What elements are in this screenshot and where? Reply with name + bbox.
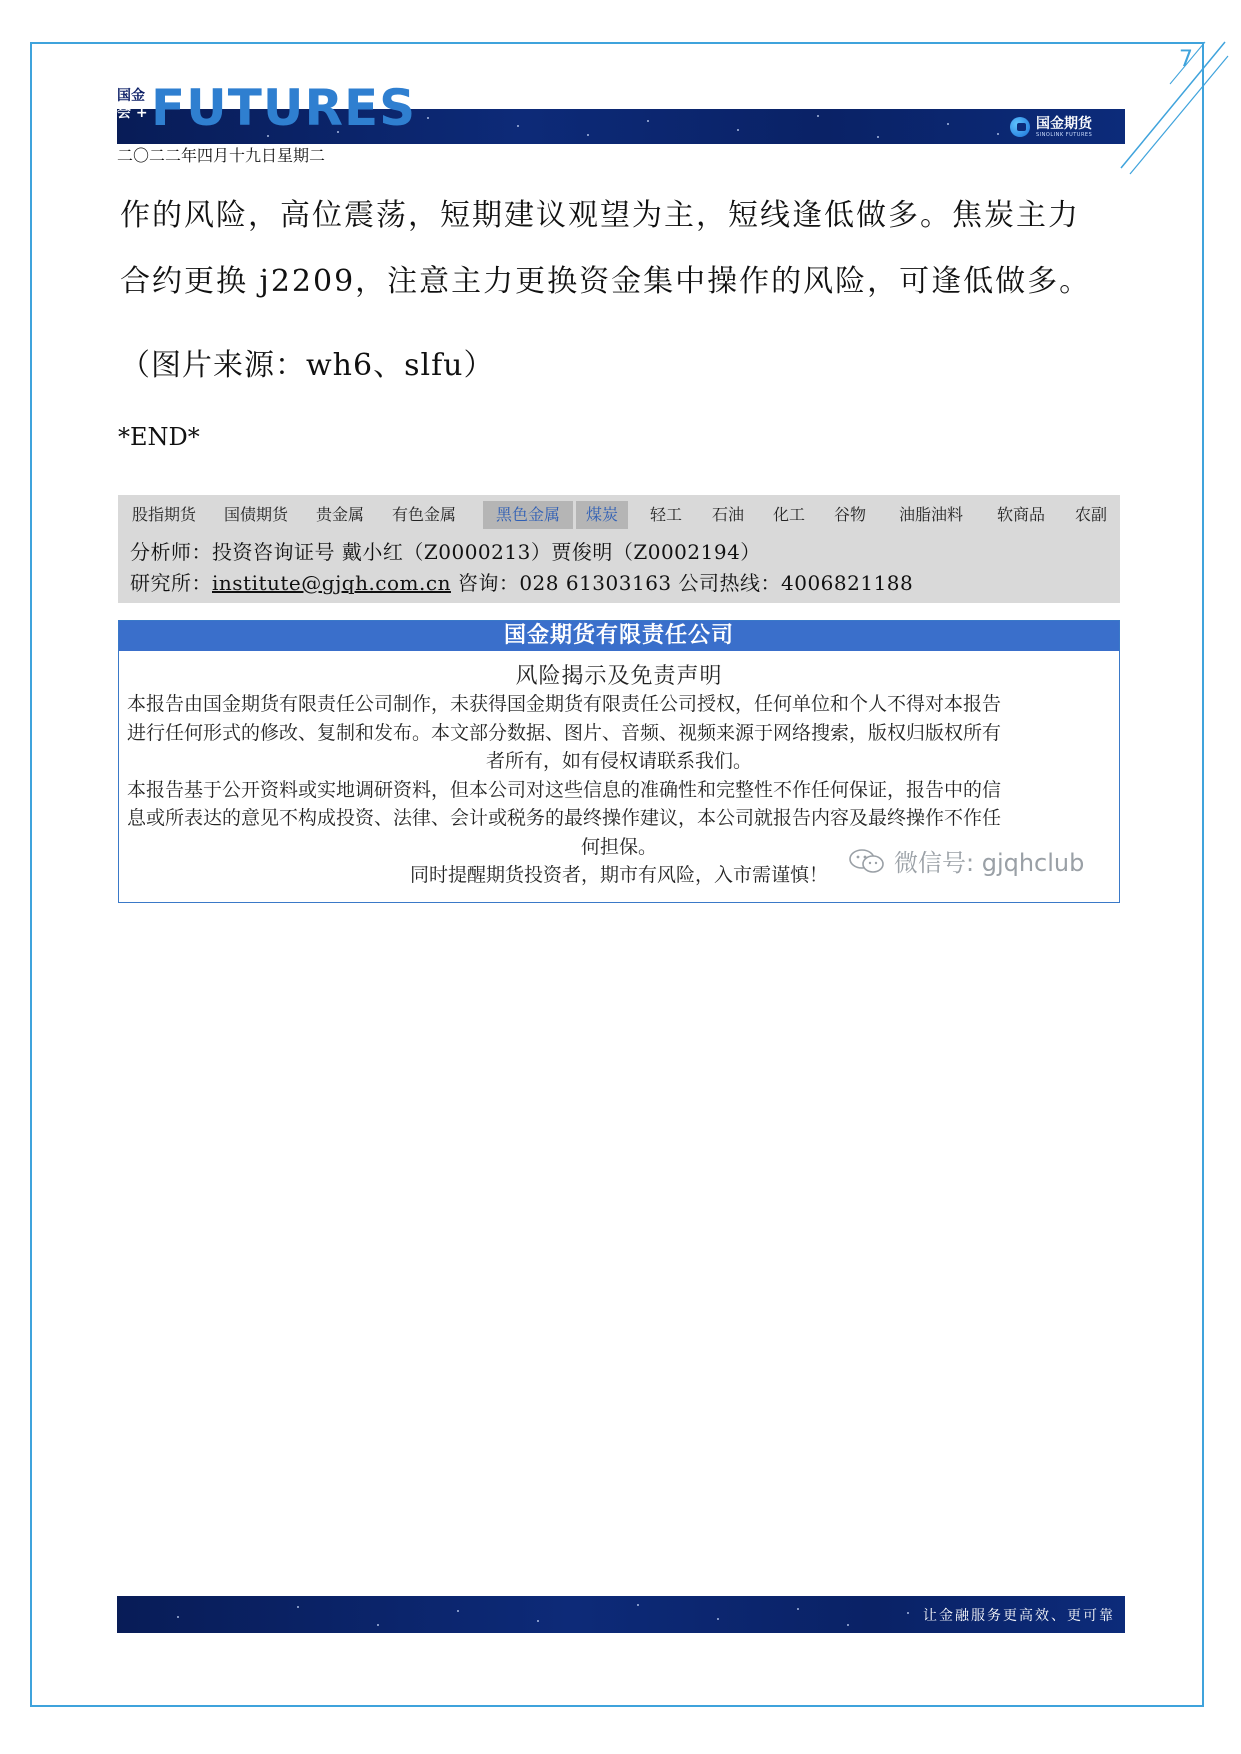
footer-slogan: 让金融服务更高效、更可靠 — [923, 1608, 1115, 1624]
nav-item-chemicals[interactable]: 化工 — [772, 505, 805, 524]
brand-futures-logo: FUTURES — [151, 79, 417, 137]
disclaimer-warning: 同时提醒期货投资者，期市有风险，入市需谨慎！ — [409, 864, 828, 886]
sinolink-logo-icon — [1010, 117, 1030, 137]
disclaimer-company-bar: 国金期货有限责任公司 — [119, 621, 1119, 651]
nav-item-agricultural-byproducts[interactable]: 农副 — [1074, 505, 1107, 524]
company-logo — [1010, 113, 1092, 141]
analyst-line: 分析师：投资咨询证号 戴小红（Z0000213）贾俊明（Z0002194） — [130, 540, 761, 564]
disclaimer-subtitle: 风险揭示及免责声明 — [515, 664, 723, 689]
disclaimer-line: 进行任何形式的修改、复制和发布。本文部分数据、图片、音频、视频来源于网络搜索，版权归版权所有 — [127, 721, 1002, 744]
wechat-icon — [848, 848, 886, 874]
category-nav-box — [118, 495, 1120, 603]
wechat-id-text: 微信号: gjqhclub — [894, 849, 1085, 877]
nav-item-ferrous-metals[interactable]: 黑色金属 — [483, 501, 573, 529]
corner-decoration — [1120, 40, 1230, 180]
nav-item-coal[interactable]: 煤炭 — [576, 501, 628, 529]
institute-label: 研究所： — [130, 571, 212, 595]
logo-english: SINOLINK FUTURES — [1036, 131, 1093, 138]
nav-item-stock-index-futures[interactable]: 股指期货 — [131, 505, 196, 524]
disclaimer-line: 何担保。 — [580, 835, 657, 858]
logo-chinese: 国金期货 — [1036, 115, 1092, 132]
category-nav — [118, 501, 1120, 527]
report-date: 二〇二二年四月十九日星期二 — [117, 146, 326, 165]
nav-item-petroleum[interactable]: 石油 — [711, 505, 744, 524]
nav-item-nonferrous-metals[interactable]: 有色金属 — [391, 505, 456, 524]
wechat-watermark — [848, 843, 1084, 878]
nav-item-soft-commodities[interactable]: 软商品 — [996, 505, 1045, 524]
nav-item-precious-metals[interactable]: 贵金属 — [315, 505, 364, 524]
nav-item-oils-oilseeds[interactable]: 油脂油料 — [898, 505, 963, 524]
nav-item-grains[interactable]: 谷物 — [833, 505, 866, 524]
disclaimer-line: 者所有，如有侵权请联系我们。 — [485, 750, 752, 772]
footer-banner — [117, 1596, 1125, 1633]
nav-item-light-industry[interactable]: 轻工 — [649, 505, 682, 524]
brand-chinese: 国金 会 + — [117, 88, 148, 121]
page-number: 7 — [1179, 47, 1193, 72]
body-paragraph-line-1: 作的风险，高位震荡，短期建议观望为主，短线逢低做多。焦炭主力 — [120, 198, 1080, 233]
disclaimer-line: 本报告基于公开资料或实地调研资料，但本公司对这些信息的准确性和完整性不作任何保证，报告中的信 — [127, 778, 1002, 801]
end-mark: *END* — [118, 423, 200, 451]
disclaimer-line: 息或所表达的意见不构成投资、法律、会计或税务的最终操作建议，本公司就报告内容及最终操作不作任 — [127, 807, 1002, 829]
disclaimer-line: 本报告由国金期货有限责任公司制作，未获得国金期货有限责任公司授权，任何单位和个人不得对本报告 — [127, 693, 1002, 715]
nav-item-treasury-futures[interactable]: 国债期货 — [223, 505, 288, 524]
institute-contact-line — [130, 567, 913, 596]
institute-email-link[interactable]: institute@gjqh.com.cn — [212, 571, 451, 595]
body-paragraph-line-2: 合约更换 j2209，注意主力更换资金集中操作的风险，可逢低做多。 — [120, 264, 1092, 299]
image-source-note: （图片来源：wh6、slfu） — [120, 348, 495, 383]
consult-hotline: 咨询：028 61303163 公司热线：4006821188 — [450, 571, 914, 595]
